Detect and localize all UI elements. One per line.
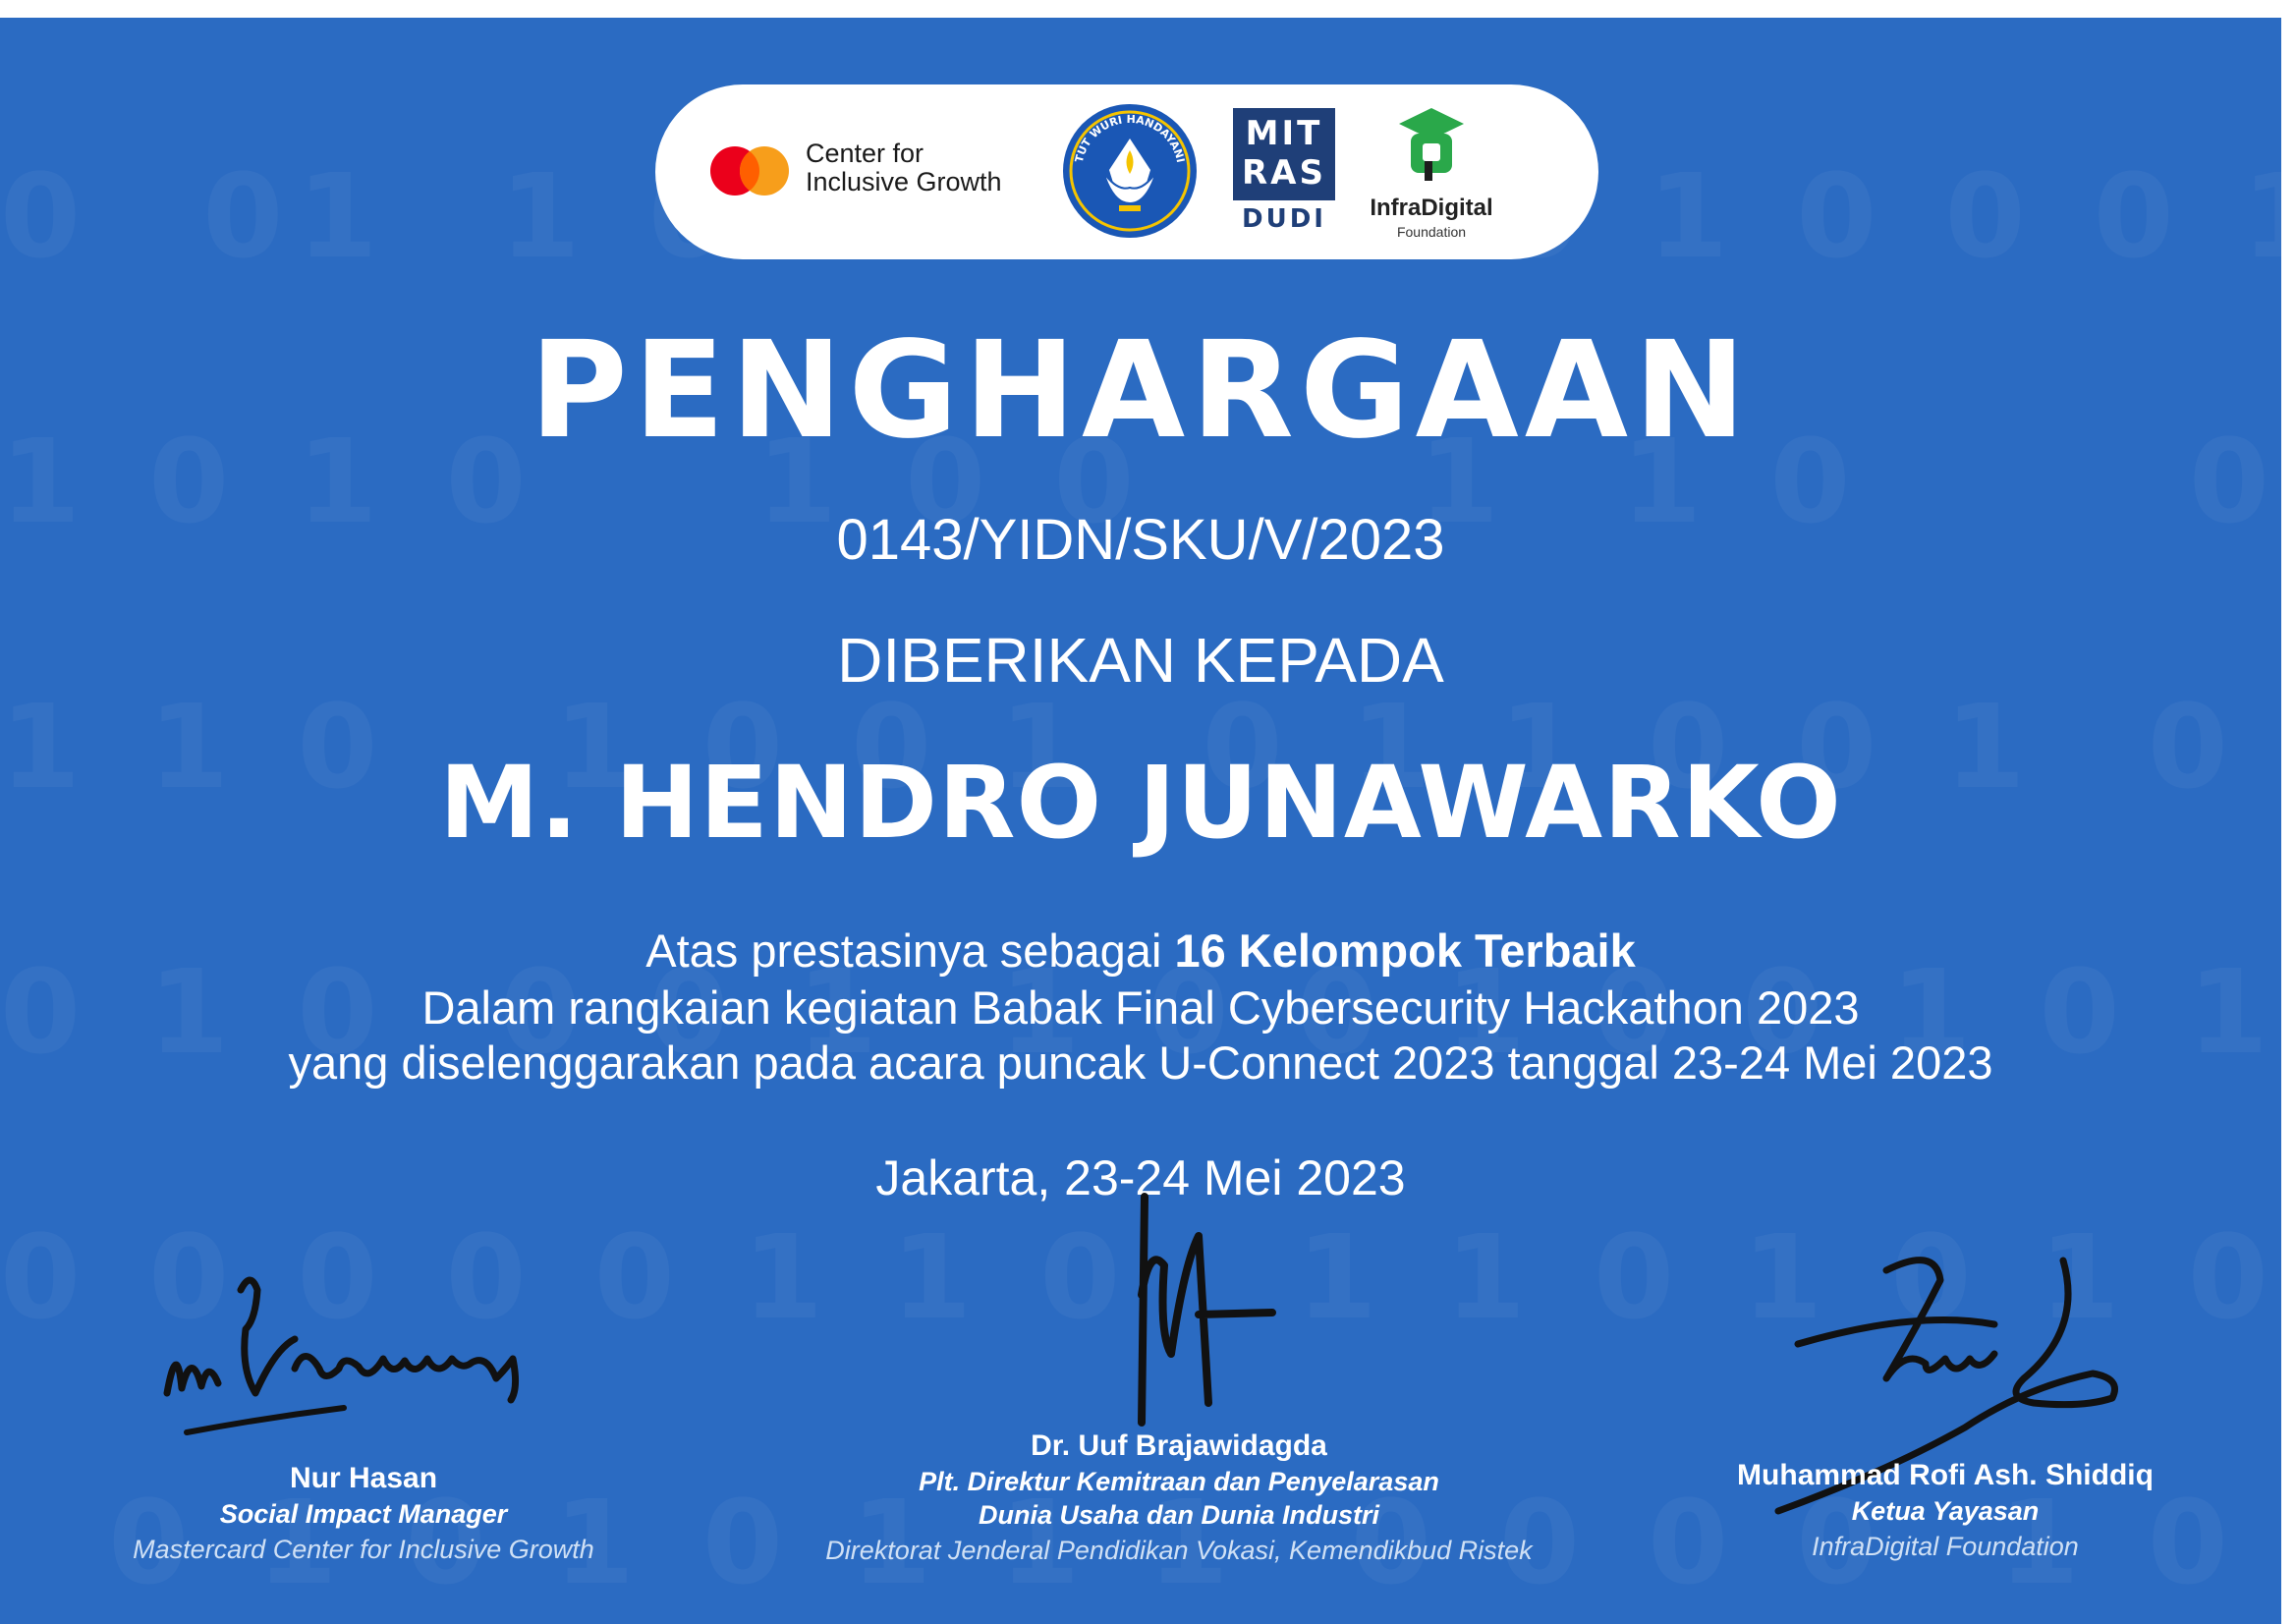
signatory-3-name: Muhammad Rofi Ash. Shiddiq [1737,1459,2154,1491]
signatory-3 [1651,1457,2240,1565]
given-to-label: DIBERIKAN KEPADA [837,625,1444,696]
signatory-2-org: Direktorat Jenderal Pendidikan Vokasi, Kemendikbud Ristek [825,1536,1533,1565]
cfig-line-2: Inclusive Growth [806,167,1002,196]
tut-wuri-text: TUT WURI HANDAYANI [1072,112,1188,164]
place-and-date: Jakarta, 23-24 Mei 2023 [875,1150,1406,1205]
recipient-name: M. HENDRO JUNAWARKO [439,745,1842,862]
signatory-1-role: Social Impact Manager [219,1499,508,1529]
description-line-2: Dalam rangkaian kegiatan Babak Final Cybersecurity Hackathon 2023 [421,981,1860,1034]
description-line-1 [0,924,2281,979]
infradigital-logo [1358,104,1505,247]
signatory-2-name: Dr. Uuf Brajawidagda [1031,1429,1327,1462]
signatory-2-role-line-2: Dunia Usaha dan Dunia Industri [978,1500,1380,1530]
signatory-2-role-line-1: Plt. Direktur Kemitraan dan Penyelarasan [919,1467,1439,1496]
infradigital-name: InfraDigital [1370,195,1493,221]
mastercard-logo-icon [709,145,790,196]
cfig-line-1: Center for [806,139,924,168]
signature-uuf-brajawidagda [1110,1177,1287,1452]
achievement: 16 Kelompok Terbaik [1174,924,1636,977]
mitras-line-3: DUDI [1242,204,1326,234]
certificate-title: PENGHARGAAN [530,313,1752,469]
mitras-line-2: RAS [1242,153,1326,193]
signatory-1 [39,1460,688,1568]
certificate-number: 0143/YIDN/SKU/V/2023 [836,508,1445,572]
center-for-inclusive-growth-text [806,140,1041,196]
description-prefix: Atas prestasinya sebagai [645,924,1175,977]
certificate [0,18,2281,1624]
mitras-dudi-logo [1233,108,1335,236]
signatory-2 [707,1428,1651,1569]
tut-wuri-handayani-logo-icon [1060,101,1200,241]
graduation-cap-icon [1397,104,1466,188]
signatory-1-org: Mastercard Center for Inclusive Growth [133,1535,594,1564]
signatory-3-role: Ketua Yayasan [1851,1496,2040,1526]
infradigital-sub: Foundation [1396,224,1467,240]
signatory-3-org: InfraDigital Foundation [1812,1532,2079,1561]
sponsor-logo-bar [655,84,1598,259]
signature-nur-hasan [147,1260,570,1457]
mitras-line-1: MIT [1245,114,1323,153]
mitras-box [1233,108,1335,200]
description-line-3: yang diselenggarakan pada acara puncak U-Connect 2023 tanggal 23-24 Mei 2023 [288,1036,1993,1089]
signatory-1-name: Nur Hasan [289,1462,438,1494]
